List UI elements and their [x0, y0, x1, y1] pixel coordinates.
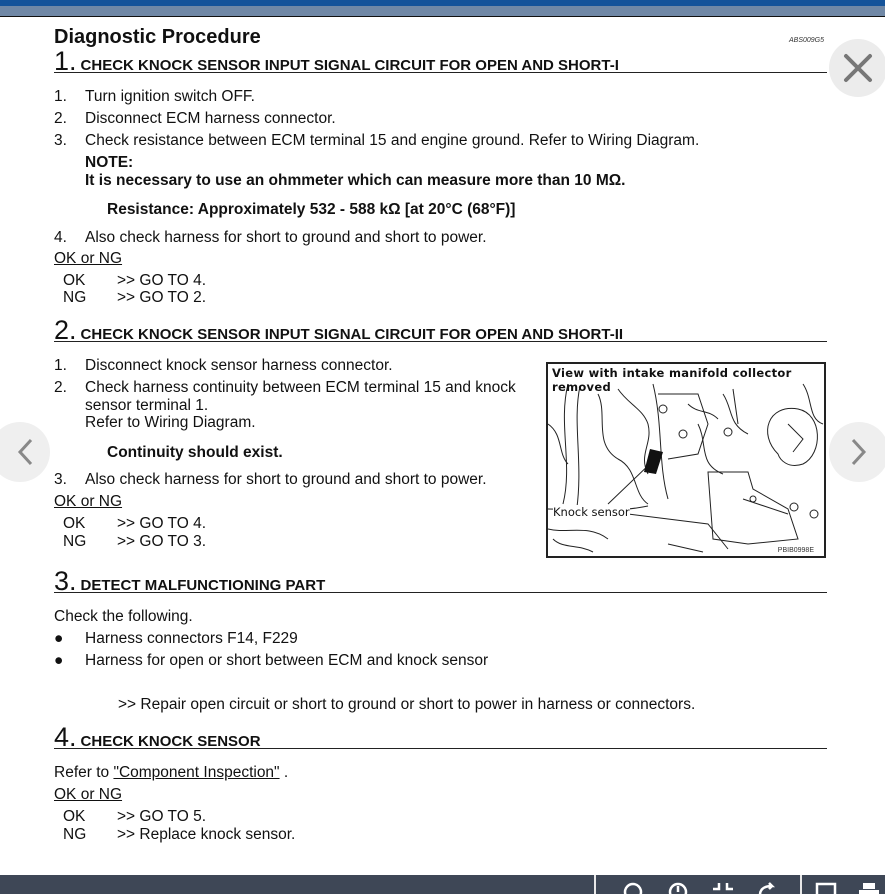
toolbar-divider: [800, 875, 802, 894]
note-text: It is necessary to use an ohmmeter which can measure more than 10 MΩ.: [85, 172, 626, 189]
next-page-button[interactable]: [829, 422, 885, 482]
share-icon[interactable]: [756, 881, 778, 894]
item-continuation: sensor terminal 1.: [85, 397, 209, 414]
item-number: 1.: [54, 88, 67, 105]
continuity-spec: Continuity should exist.: [107, 444, 283, 461]
result-action: >> GO TO 4.: [117, 272, 207, 289]
note-label: NOTE:: [85, 154, 134, 171]
repair-action: >> Repair open circuit or short to ground or short to power in harness or connectors.: [118, 696, 696, 713]
result-row: [54, 272, 206, 290]
result-key: OK: [63, 808, 86, 825]
save-icon[interactable]: [815, 881, 837, 894]
item-text: Check harness continuity between ECM terminal 15 and knock: [85, 379, 516, 396]
result-action: >> GO TO 3.: [117, 533, 207, 550]
list-item: [54, 379, 516, 397]
result-key: OK: [63, 515, 86, 532]
page-title: Diagnostic Procedure: [54, 26, 261, 48]
rotate-icon[interactable]: [667, 881, 689, 894]
ok-or-ng-label: OK or NG: [54, 250, 123, 267]
check-intro: Check the following.: [54, 608, 193, 625]
bottom-toolbar: [0, 875, 885, 894]
figure-caption: View with intake manifold collector removed: [552, 366, 792, 394]
bullet-item: [54, 630, 298, 648]
item-text: Turn ignition switch OFF.: [85, 88, 255, 105]
step-3-header: [54, 566, 827, 596]
step-4-header: [54, 722, 827, 752]
item-number: 2.: [54, 379, 67, 396]
step-number: 2.: [54, 315, 77, 345]
list-item: [54, 132, 699, 150]
close-button[interactable]: [829, 39, 885, 97]
bullet-text: Harness for open or short between ECM and knock sensor: [85, 652, 489, 669]
bullet-icon: ●: [54, 630, 64, 647]
resistance-spec: Resistance: Approximately 532 - 588 kΩ [at 20°C (68°F)]: [107, 201, 516, 218]
refer-suffix: .: [279, 764, 289, 781]
chevron-right-icon: [848, 437, 868, 467]
knock-sensor-part: [644, 449, 663, 474]
result-row: [54, 808, 206, 826]
step-number: 3.: [54, 566, 77, 596]
bullet-text: Harness connectors F14, F229: [85, 630, 298, 647]
result-action: >> GO TO 5.: [117, 808, 207, 825]
viewer-sub-bar: [0, 6, 885, 17]
item-number: 3.: [54, 132, 67, 149]
step-title: CHECK KNOCK SENSOR INPUT SIGNAL CIRCUIT FOR OPEN AND SHORT-I: [80, 57, 619, 74]
item-number: 3.: [54, 471, 67, 488]
previous-page-button[interactable]: [0, 422, 50, 482]
item-text: Check resistance between ECM terminal 15 and engine ground. Refer to Wiring Diagram.: [85, 132, 700, 149]
step-1-header: [54, 46, 827, 76]
item-text: Disconnect ECM harness connector.: [85, 110, 336, 127]
result-key: NG: [63, 826, 87, 843]
result-key: NG: [63, 289, 87, 306]
chevron-left-icon: [16, 437, 36, 467]
component-inspection-link[interactable]: "Component Inspection": [113, 764, 280, 781]
item-text: Disconnect knock sensor harness connector.: [85, 357, 393, 374]
step-title: CHECK KNOCK SENSOR: [80, 733, 261, 750]
ok-or-ng-label: OK or NG: [54, 786, 123, 803]
item-text: Also check harness for short to ground and short to power.: [85, 471, 487, 488]
fit-screen-icon[interactable]: [712, 881, 734, 894]
bullet-item: [54, 652, 488, 670]
result-key: NG: [63, 533, 87, 550]
list-item: [54, 110, 336, 128]
step-number: 1.: [54, 46, 77, 76]
refer-line: [54, 764, 288, 782]
result-row: [54, 826, 295, 844]
result-key: OK: [63, 272, 86, 289]
toolbar-divider: [594, 875, 596, 894]
step-title: DETECT MALFUNCTIONING PART: [80, 577, 326, 594]
knock-sensor-illustration: [546, 362, 826, 558]
list-item: [54, 88, 255, 106]
refer-prefix: Refer to: [54, 764, 114, 781]
item-text: Also check harness for short to ground and short to power.: [85, 229, 487, 246]
bullet-icon: ●: [54, 652, 64, 669]
close-icon: [843, 53, 873, 83]
result-action: >> Replace knock sensor.: [117, 826, 296, 843]
print-icon[interactable]: [858, 881, 880, 894]
ok-or-ng-label: OK or NG: [54, 493, 123, 510]
item-number: 4.: [54, 229, 67, 246]
reference-code: ABS009G5: [789, 37, 825, 44]
item-continuation: Refer to Wiring Diagram.: [85, 414, 256, 431]
list-item: [54, 229, 487, 247]
zoom-icon[interactable]: [622, 881, 644, 894]
result-action: >> GO TO 4.: [117, 515, 207, 532]
result-row: [54, 515, 206, 533]
list-item: [54, 471, 487, 489]
result-row: [54, 289, 206, 307]
list-item: [54, 357, 393, 375]
item-number: 1.: [54, 357, 67, 374]
step-2-header: [54, 315, 827, 345]
item-number: 2.: [54, 110, 67, 127]
figure-code: PBIB0998E: [777, 547, 814, 554]
step-number: 4.: [54, 722, 77, 752]
step-title: CHECK KNOCK SENSOR INPUT SIGNAL CIRCUIT FOR OPEN AND SHORT-II: [80, 326, 624, 343]
result-row: [54, 533, 206, 551]
result-action: >> GO TO 2.: [117, 289, 207, 306]
knock-sensor-label: Knock sensor: [553, 505, 630, 519]
